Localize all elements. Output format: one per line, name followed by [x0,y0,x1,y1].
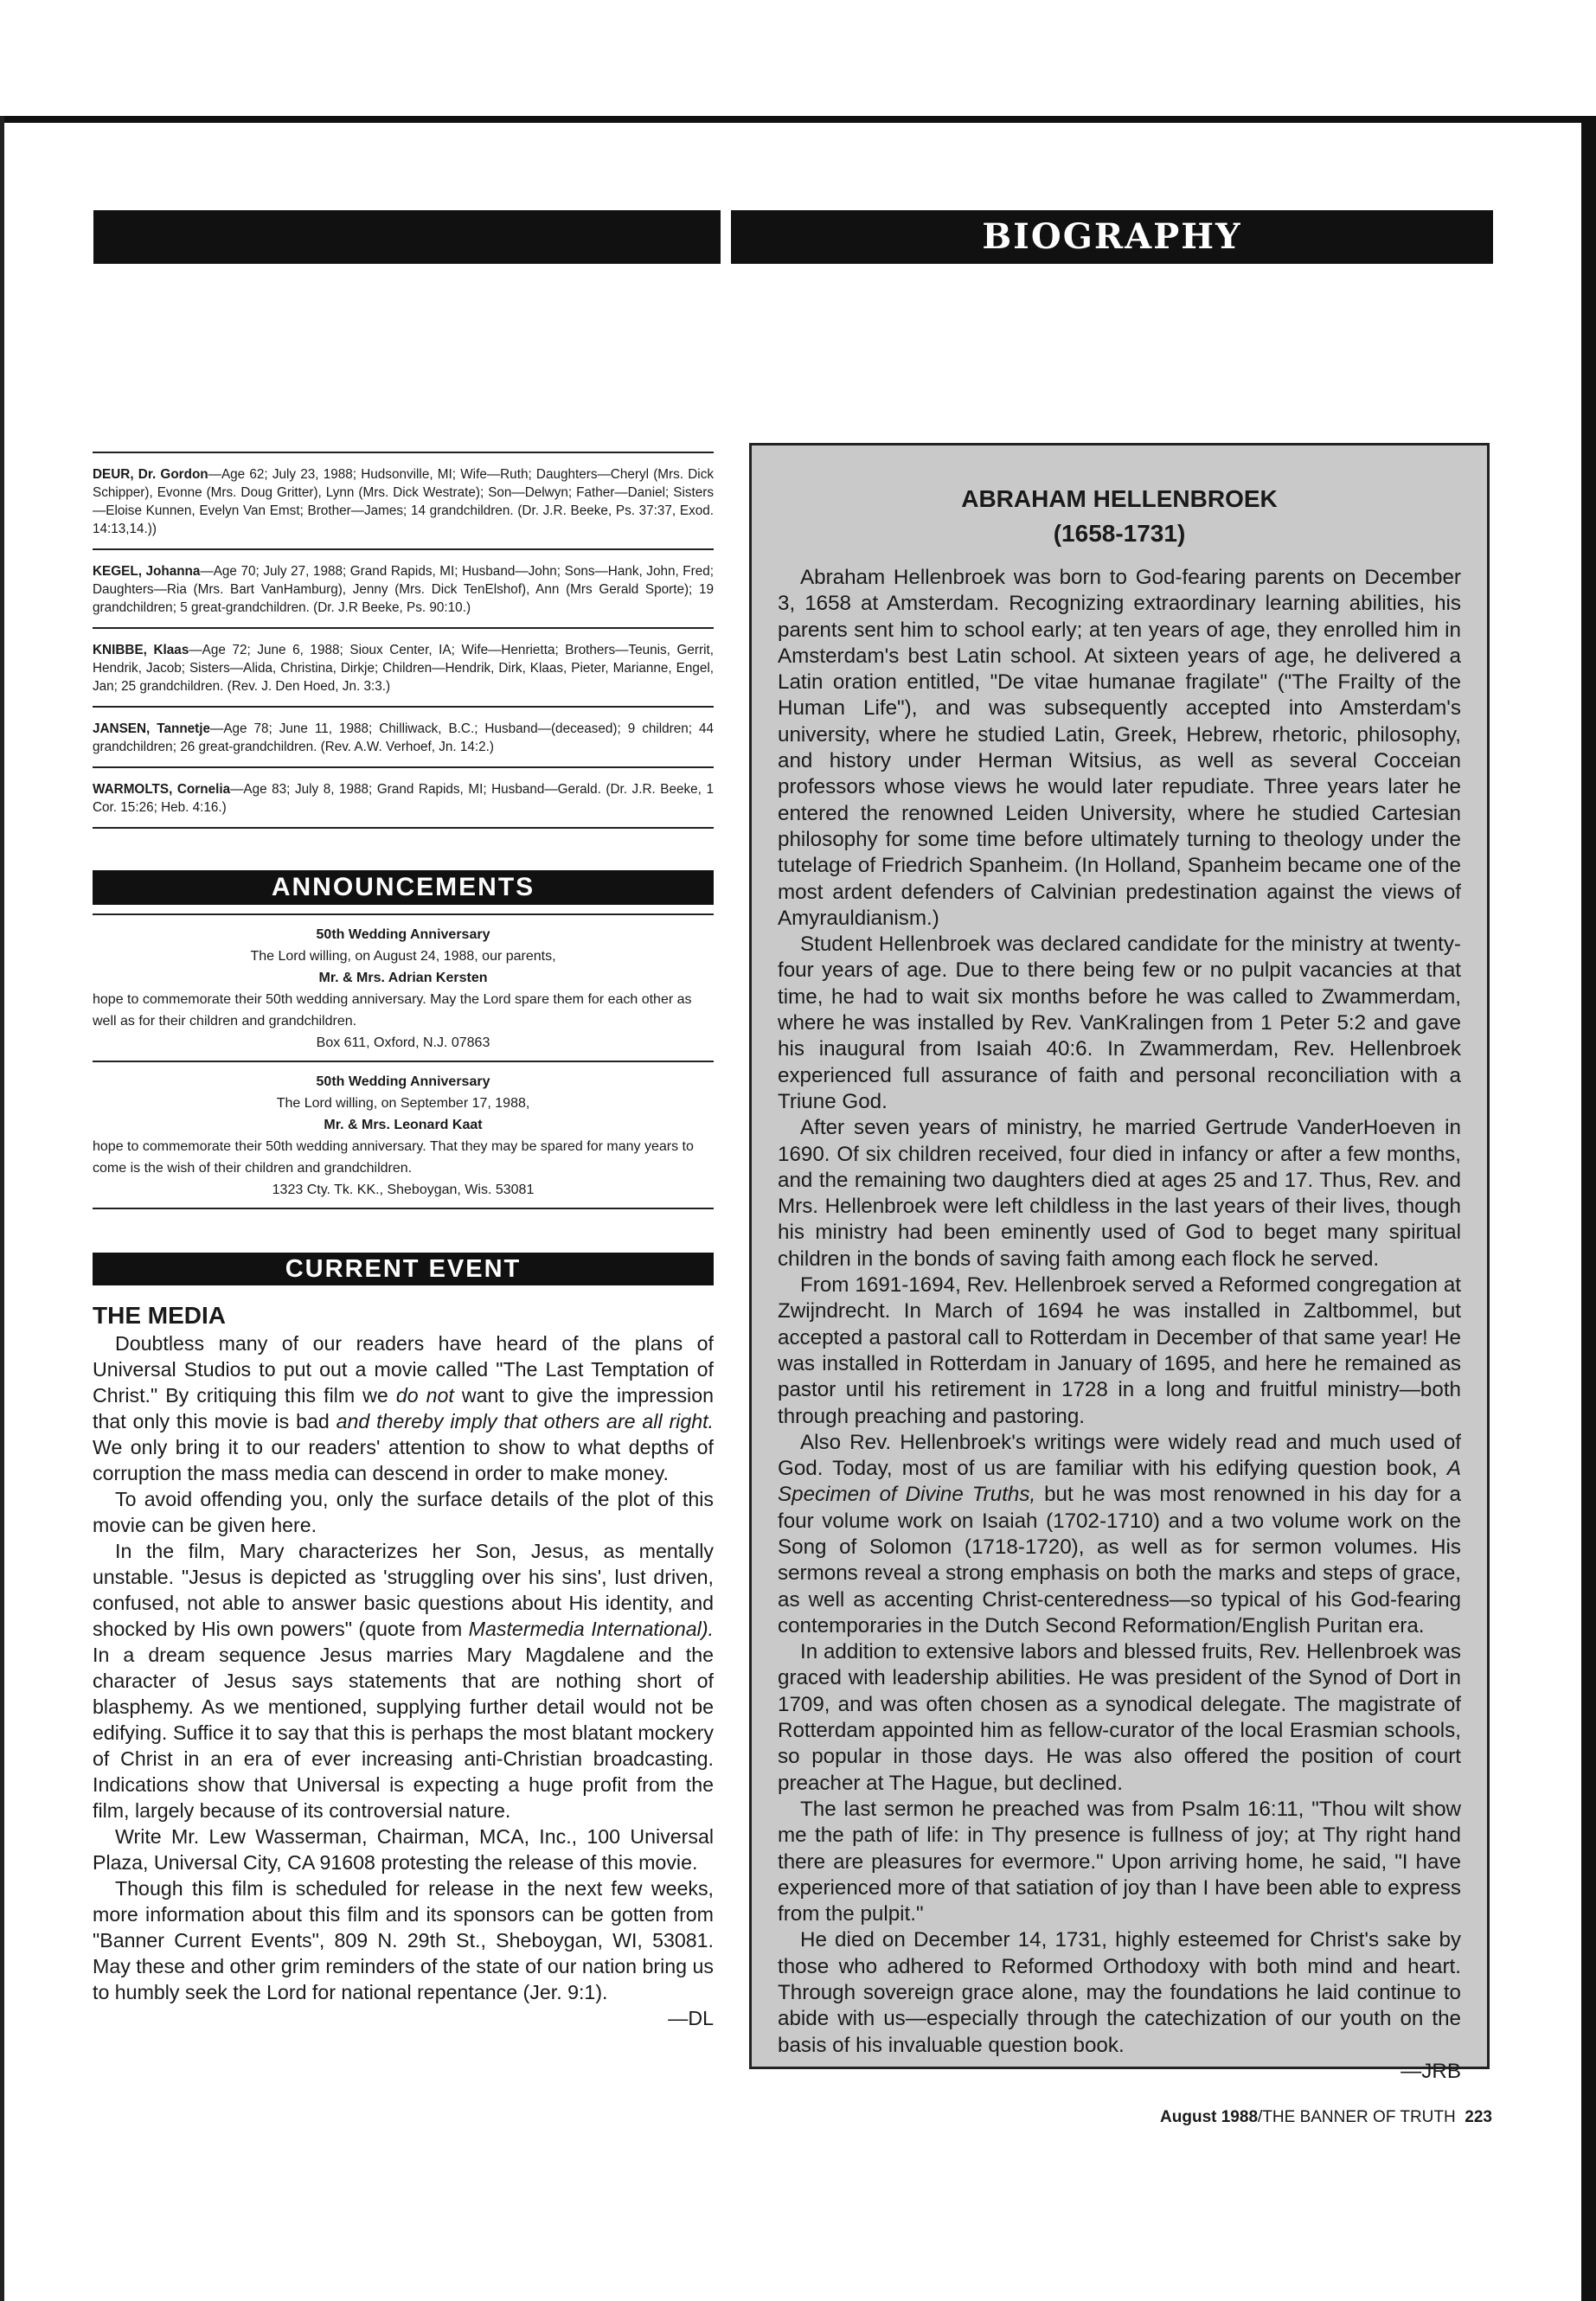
biography-paragraph [778,1430,1461,1639]
announcement [93,913,714,1062]
obituary-entry [93,453,714,550]
obituary-name: KEGEL, Johanna [93,564,201,579]
banner-bar-left [93,210,721,264]
announcement-intro: The Lord willing, on August 24, 1988, our parents, [250,949,556,964]
announcement-address: 1323 Cty. Tk. KK., Sheboygan, Wis. 53081 [272,1183,535,1197]
biography-paragraph: He died on December 14, 1731, highly esteemed for Christ's sake by those who adhered to Reformed Orthodoxy with both mind and heart. Through sovereign grace alone, may the foundations he laid continue to abide with us—especially through the catechization of our youth on the basis of his invaluable question book. [778,1928,1461,2057]
scan-top-edge [0,116,1596,123]
text-run: want to give the impression that only this movie is bad [93,1384,714,1433]
article-title: THE MEDIA [93,1302,226,1329]
scan-right-edge [1581,116,1596,2301]
emphasis: A Specimen of Divine Truths, [778,1457,1461,1507]
obituary-text: —Age 78; June 11, 1988; Chilliwack, B.C.; Husband—(deceased); 9 children; 44 grandchildren; 26 great-grandchildren. (Rev. A.W. Verhoef, Jn. 14:2.) [93,721,714,754]
article-body [93,1330,714,2031]
announcement-couple: Mr. & Mrs. Leonard Kaat [324,1118,483,1132]
biography-box [749,443,1490,2083]
biography-paragraph: In addition to extensive labors and blessed fruits, Rev. Hellenbroek was graced with leadership abilities. He was president of the Synod of Dort in 1709, and was often chosen as a synodical delegate. The magistrate of Rotterdam appointed him as fellow-curator of the local Erasmian schools, so popular in those days. He was also offered the position of court preacher at The Hague, but declined. [778,1640,1461,1795]
biography-paragraph: Student Hellenbroek was declared candidate for the ministry at twenty-four years of age. Due to there being few or no pulpit vacancies at that time, he had to wait six months before he was called to Zwammerdam, where he was installed by Rev. VanKralingen from 1 Peter 5:2 and gave his inaugural from Isaiah 40:6. In Zwammerdam, Rev. Hellenbroek experienced full assurance of faith and personal reconciliation with a Triune God. [778,933,1461,1113]
biography-name: ABRAHAM HELLENBROEK [961,485,1278,512]
announcement [93,1062,714,1209]
left-column [93,452,714,2031]
article-paragraph [93,1330,714,1486]
text-run: but he was most renowned in his day for a four volume work on Isaiah (1702-1710) and a two volume work on the Song of Solomon (1718-1720), as well as for sermon volumes. His sermons reveal a strong emphasis on both the marks and steps of grace, as well as accenting Christ-centeredness—so typical of his God-fearing contemporaries in the Dutch Second Reformation/English Puritan era. [778,1483,1462,1638]
text-run: In a dream sequence Jesus marries Mary Magdalene and the character of Jesus says statements that are nothing short of blasphemy. As we mentioned, supplying further detail would not be edifying. Suffice it to say that this is perhaps the most blatant mockery of Christ in an era of ever increasing anti-Christian broadcasting. Indications show that Universal is expecting a huge profit from the film, largely because of its controversial nature. [93,1644,714,1822]
obituary-name: WARMOLTS, Cornelia [93,782,231,797]
obituary-name: KNIBBE, Klaas [93,643,189,657]
announcement-title: 50th Wedding Anniversary [316,1074,490,1089]
obituary-entry [93,550,714,629]
announcement-title: 50th Wedding Anniversary [316,927,490,942]
biography-body [778,565,1461,2085]
emphasis: and thereby imply that others are all right. [336,1410,714,1433]
biography-content [778,482,1461,2085]
article-paragraph: Though this film is scheduled for release in the next few weeks, more information about this film and its sponsors can be gotten from "Banner Current Events", 809 N. 29th St., Sheboygan, WI, 53081. May these and other grim reminders of the state of our nation bring us to humbly seek the Lord for national repentance (Jer. 9:1). [93,1877,714,2003]
announcement-address: Box 611, Oxford, N.J. 07863 [316,1035,490,1050]
text-run: Doubtless many of our readers have heard of the plans of Universal Studios to put out a movie called "The Last Temptation of Christ." By critiquing this film we [93,1332,714,1407]
article-signature: —DL [668,2007,714,2029]
obituary-name: DEUR, Dr. Gordon [93,467,208,482]
announcement-couple: Mr. & Mrs. Adrian Kersten [318,971,488,985]
text-run: Also Rev. Hellenbroek's writings were widely read and much used of God. Today, most of us are familiar with his edifying question book, [778,1430,1461,1481]
obituary-text: —Age 70; July 27, 1988; Grand Rapids, MI; Husband—John; Sons—Hank, John, Fred; Daughters—Ria (Mrs. Bart VanHamburg), Jenny (Mrs. Dick TenElshof), Ann (Mrs Gerald Sporte); 19 grandchildren; 5 great-grandchildren. (Dr. J.R Beeke, Ps. 90:10.) [93,564,714,615]
obituary-entry [93,708,714,768]
obituary-text: —Age 62; July 23, 1988; Hudsonville, MI; Wife—Ruth; Daughters—Cheryl (Mrs. Dick Schipper), Evonne (Mrs. Doug Gritter), Lynn (Mrs. Dick Westrate); Son—Delwyn; Father—Daniel; Sisters—Eloise Kunnen, Evelyn Van Emst; Brother—James; 14 grandchildren. (Dr. J.R. Beeke, Ps. 37:37, Exod. 14:13,14.)) [93,467,714,536]
biography-paragraph: From 1691-1694, Rev. Hellenbroek served a Reformed congregation at Zwijndrecht. In March of 1694 he was installed in Zaltbommel, but accepted a pastoral call to Rotterdam in December of that same year! He was installed in Rotterdam in January of 1695, and here he remained as pastor until his retirement in 1728 in a long and fruitful ministry—both through preaching and pastoring. [778,1273,1461,1428]
biography-paragraph: The last sermon he preached was from Psalm 16:11, "Thou wilt show me the path of life: in Thy presence is fullness of joy; at Thy right hand there are pleasures for evermore." Upon arriving home, he said, "I have experienced more of that satiation of joy than I have been able to express from the pulpit." [778,1797,1461,1926]
footer-date: August 1988 [1160,2108,1259,2126]
biography-signature: —JRB [1401,2059,1461,2083]
announcement-intro: The Lord willing, on September 17, 1988, [276,1096,530,1111]
obituary-entry [93,768,714,829]
article-paragraph: Write Mr. Lew Wasserman, Chairman, MCA, Inc., 100 Universal Plaza, Universal City, CA 91608 protesting the release of this movie. [93,1825,714,1874]
article-paragraph [93,1538,714,1823]
obituary-entry [93,629,714,708]
current-event-header: CURRENT EVENT [93,1253,714,1285]
obituary-text: —Age 72; June 6, 1988; Sioux Center, IA; Wife—Henrietta; Brothers—Teunis, Gerrit, Hendrik, Jacob; Sisters—Alida, Christina, Dirkje; Children—Hendrik, Dirk, Klaas, Pieter, Marianne, Engel, Jan; 25 grandchildren. (Rev. J. Den Hoed, Jn. 3:3.) [93,643,714,694]
emphasis: Mastermedia International). [468,1618,715,1640]
top-margin [0,0,1596,121]
biography-paragraph: After seven years of ministry, he married Gertrude VanderHoeven in 1690. Of six children received, four died in infancy or after a few months, and the remaining two daughters died at ages 25 and 17. Thus, Rev. and Mrs. Hellenbroek were left childless in the last years of their lives, though his ministry had been eminently used of God to beget many spiritual children in the bonds of saving faith among each flock he served. [778,1116,1461,1271]
emphasis: do not [395,1384,454,1407]
text-run: In the film, Mary characterizes her Son, Jesus, as mentally unstable. "Jesus is depicted as 'struggling over his sins', lust driven, confused, not able to answer basic questions about His identity, and shocked by His own powers" (quote from [93,1540,714,1640]
biography-dates: (1658-1731) [1053,520,1186,547]
obituary-text: —Age 83; July 8, 1988; Grand Rapids, MI; Husband—Gerald. (Dr. J.R. Beeke, 1 Cor. 15:26; Heb. 4:16.) [93,782,714,815]
text-run: We only bring it to our readers' attention to show to what depths of corruption the mass media can descend in order to make money. [93,1436,714,1484]
article-paragraph: To avoid offending you, only the surface details of the plot of this movie can be given here. [93,1488,714,1536]
scan-left-edge [0,116,4,2301]
biography-paragraph: Abraham Hellenbroek was born to God-fearing parents on December 3, 1658 at Amsterdam. Recognizing extraordinary learning abilities, his parents sent him to school early; at ten years of age, they enrolled him in Amsterdam's best Latin school. At sixteen years of age, he delivered a Latin oration entitled, "De vitae humanae fragilate" ("The Frailty of the Human Life"), and was subsequently accepted into Amsterdam's university, where he studied Latin, Greek, Hebrew, rhetoric, philosophy, and history under Herman Witsius, as well as several Cocceian professors whose views he would later repudiate. Three years later he entered the renowned Leiden University, where he studied Cartesian philosophy for some time before ultimately turning to theology under the tutelage of Friedrich Spanheim. (In Holland, Spanheim became one of the most ardent defenders of Calvinian predestination against the views of Amyrauldianism.) [778,566,1461,930]
announcement-body: hope to commemorate their 50th wedding anniversary. That they may be spared for many years to come is the wish of their children and grandchildren. [93,1139,694,1176]
footer-publication: /THE BANNER OF TRUTH [1258,2108,1456,2126]
page-footer [1133,2108,1492,2127]
section-banner-biography: BIOGRAPHY [731,210,1493,264]
obituary-name: JANSEN, Tannetje [93,721,211,736]
page-number: 223 [1465,2108,1492,2126]
announcements-header: ANNOUNCEMENTS [93,870,714,905]
announcement-body: hope to commemorate their 50th wedding anniversary. May the Lord spare them for each other as well as for their children and grandchildren. [93,992,692,1029]
